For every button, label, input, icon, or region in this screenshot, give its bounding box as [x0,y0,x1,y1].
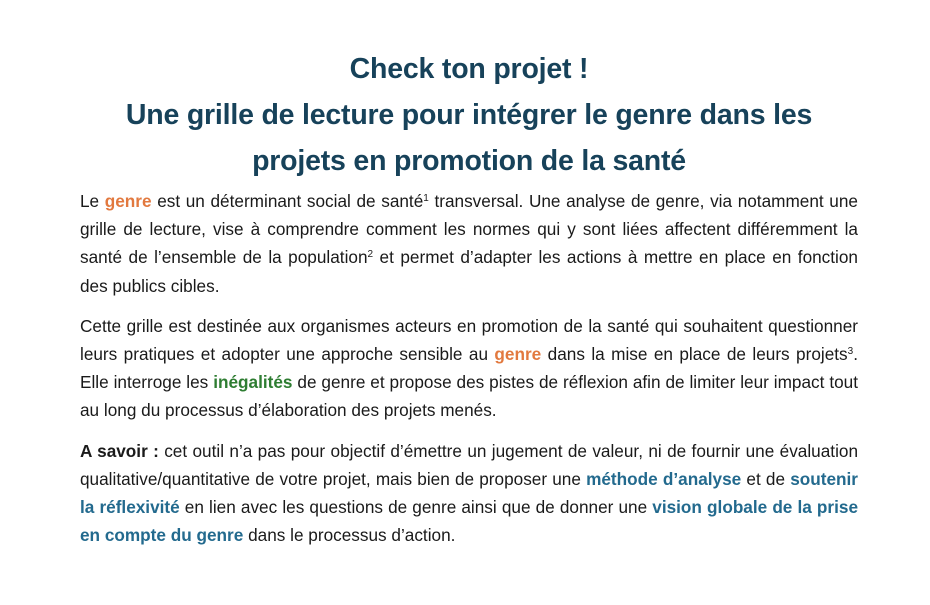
text-run: transversal. Une analyse de genre, via notamment une grille de lecture, vise à comprendre comment les normes qui y sont liées affectent différemment la santé de l’ensemble de la population [80,191,858,268]
text-run: cet outil n’a pas pour objectif d’émettre un jugement de valeur, ni de fournir une évaluation qualitative/quantitative de votre projet, mais bien de proposer une [80,440,859,489]
document-page [80,46,858,561]
title-line-2: Une grille de lecture pour intégrer le genre dans les [125,99,813,131]
text-run: dans la mise en place de leurs projets [541,344,848,365]
footnote-ref-1: 1 [423,193,429,204]
text-run: et de [741,468,791,489]
footnote-ref-2: 2 [367,249,374,261]
text-run: . Elle interroge les [80,344,858,393]
keyword-genre: genre [494,344,542,365]
text-run: en lien avec les questions de genre ainsi que de donner une [179,497,653,518]
keyword-reflexivite: soutenir la réflexivité [80,468,858,518]
text-run: et permet d’adapter les actions à mettre en place en fonction des publics cibles. [80,247,858,296]
text-run: dans le processus d’action. [243,525,456,546]
note-paragraph [80,437,858,550]
title-line-3: projets en promotion de la santé [252,145,686,177]
text-run: Le [80,191,105,211]
title-line-1: Check ton projet ! [349,53,589,85]
note-label: A savoir : [80,440,159,461]
keyword-inegalites: inégalités [213,372,293,393]
footnote-ref-3: 3 [847,346,854,358]
purpose-paragraph [80,312,858,425]
intro-paragraph [80,187,858,300]
text-run: de genre et propose des pistes de réflexion afin de limiter leur impact tout au long du processus d’élaboration des projets menés. [80,372,858,421]
keyword-genre: genre [104,191,152,211]
text-run: est un déterminant social de santé [151,191,424,211]
keyword-methode: méthode d’analyse [586,468,742,489]
keyword-vision: vision globale de la prise en compte du genre [80,497,859,546]
text-run: Cette grille est destinée aux organismes acteurs en promotion de la santé qui souhaitent questionner leurs pratiques et adopter une approche sensible au [80,315,858,365]
page-title [80,46,858,184]
